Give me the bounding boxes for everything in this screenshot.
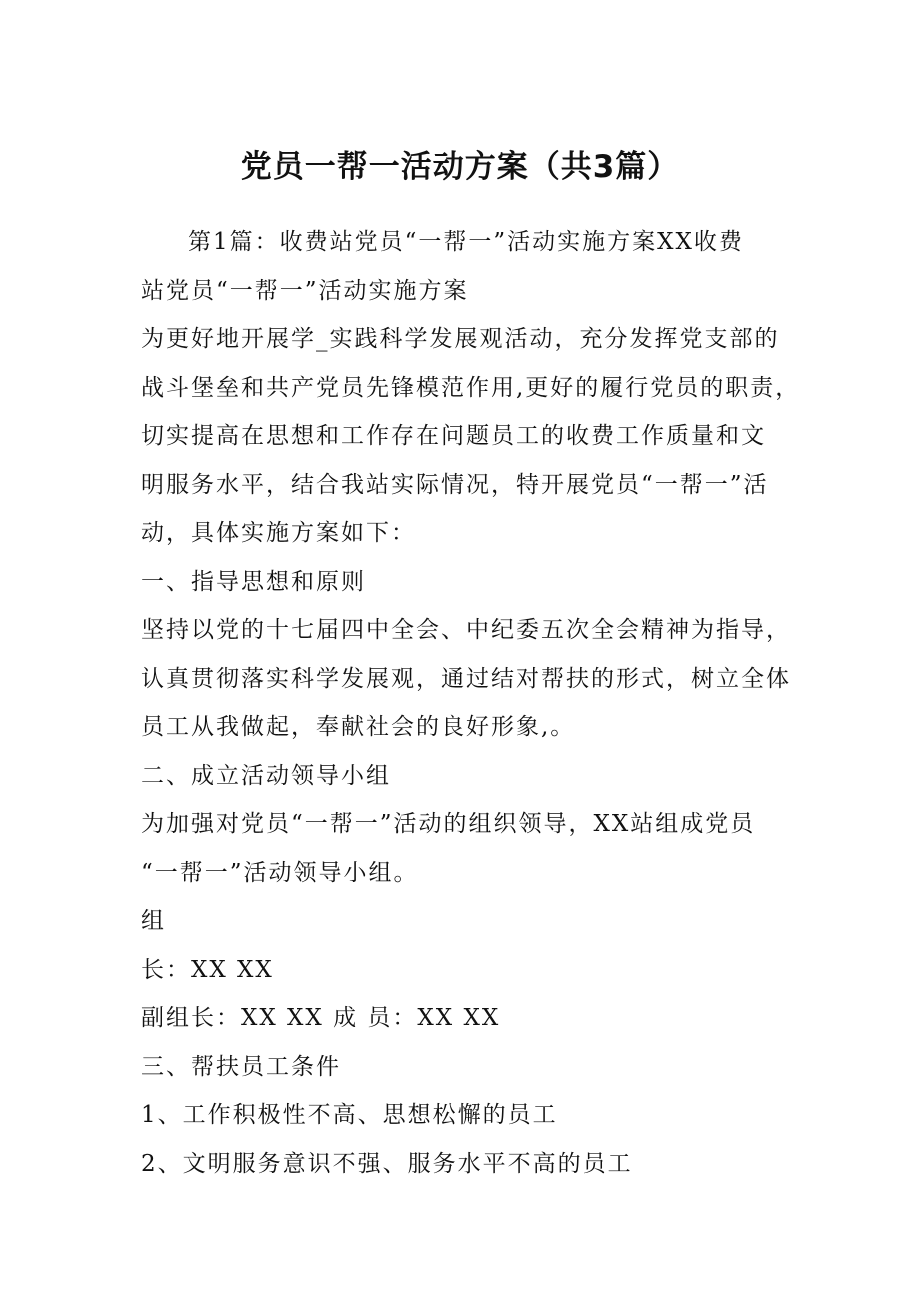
paragraph-line: 认真贯彻落实科学发展观，通过结对帮扶的形式，树立全体 [141,665,791,692]
paragraph-line: 站党员“一帮一”活动实施方案 [141,277,469,304]
paragraph-line: 坚持以党的十七届四中全会、中纪委五次全会精神为指导， [141,617,791,643]
paragraph-line: 为更好地开展学_实践科学发展观活动，充分发挥党支部的 [141,326,780,352]
paragraph-line: 员工从我做起，奉献社会的良好形象,。 [141,714,576,740]
document-title: 党员一帮一活动方案（共3篇） [240,149,680,185]
paragraph-line: 明服务水平，结合我站实际情况，特开展党员“一帮一”活 [141,471,769,498]
paragraph-line: 组 [141,908,166,934]
section-heading: 三、帮扶员工条件 [141,1053,341,1080]
paragraph-line: 长：XX XX [141,956,274,983]
paragraph-line: “一帮一”活动领导小组。 [141,859,419,886]
section-heading: 二、成立活动领导小组 [141,762,391,789]
document-body [141,218,801,1188]
paragraph-line: 副组长：XX XX 成 员：XX XX [141,1005,501,1031]
paragraph-line: 战斗堡垒和共产党员先锋模范作用,更好的履行党员的职责， [141,374,801,401]
section-heading: 一、指导思想和原则 [141,568,366,595]
list-item: 1、工作积极性不高、思想松懈的员工 [141,1102,558,1128]
paragraph-line: 动，具体实施方案如下： [141,520,416,546]
paragraph-line: 为加强对党员“一帮一”活动的组织领导，XX站组成党员 [141,811,756,837]
paragraph-line: 第1篇：收费站党员“一帮一”活动实施方案XX收费 [188,229,744,255]
paragraph-line: 切实提高在思想和工作存在问题员工的收费工作质量和文 [141,423,766,449]
list-item: 2、文明服务意识不强、服务水平不高的员工 [141,1150,633,1177]
